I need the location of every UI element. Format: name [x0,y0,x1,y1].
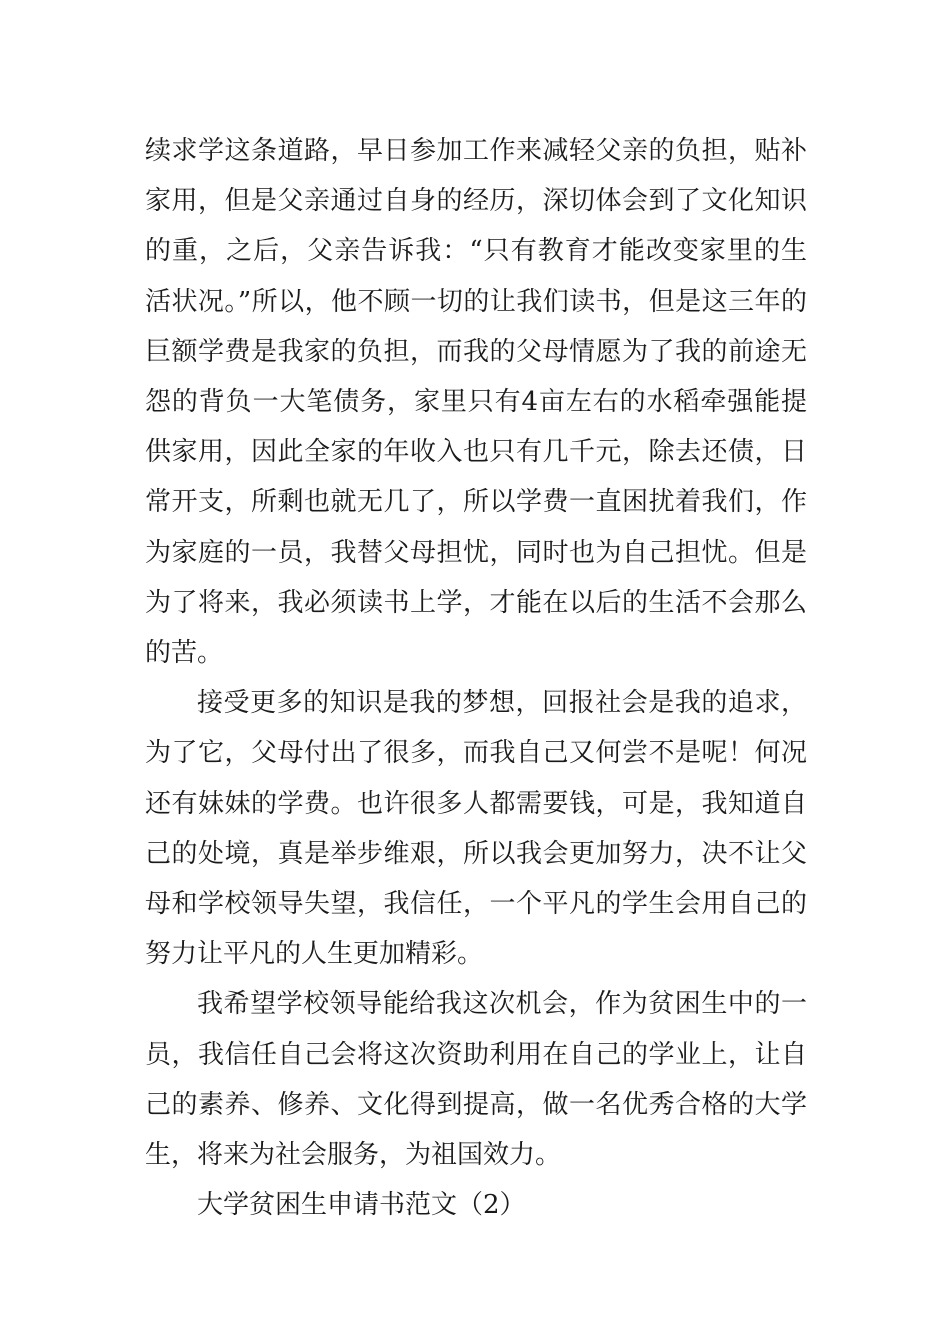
document-page [145,126,807,1230]
section-heading: 大学贫困生申请书范文（2） [197,1190,526,1221]
paragraph-hope: 我希望学校领导能给我这次机会，作为贫困生中的一员，我信任自己会将这次资助利用在自己的学业上，让自己的素养、修养、文化得到提高，做一名优秀合格的大学生，将来为社会服务，为祖国效力。 [145,989,807,1171]
paragraph-continuation: 续求学这条道路，早日参加工作来减轻父亲的负担，贴补家用，但是父亲通过自身的经历，深切体会到了文化知识的重，之后，父亲告诉我：“只有教育才能改变家里的生活状况。”所以，他不顾一切的让我们读书，但是这三年的巨额学费是我家的负担，而我的父母情愿为了我的前途无怨的背负一大笔债务，家里只有4亩左右的水稻牵强能提供家用，因此全家的年收入也只有几千元，除去还债，日常开支，所剩也就无几了，所以学费一直困扰着我们，作为家庭的一员，我替父母担忧，同时也为自己担忧。但是为了将来，我必须读书上学，才能在以后的生活不会那么的苦。 [145,136,807,669]
paragraph-dream: 接受更多的知识是我的梦想，回报社会是我的追求，为了它，父母付出了很多，而我自己又何尝不是呢！何况还有妹妹的学费。也许很多人都需要钱，可是，我知道自己的处境，真是举步维艰，所以我会更加努力，决不让父母和学校领导失望，我信任，一个平凡的学生会用自己的努力让平凡的人生更加精彩。 [145,688,807,970]
